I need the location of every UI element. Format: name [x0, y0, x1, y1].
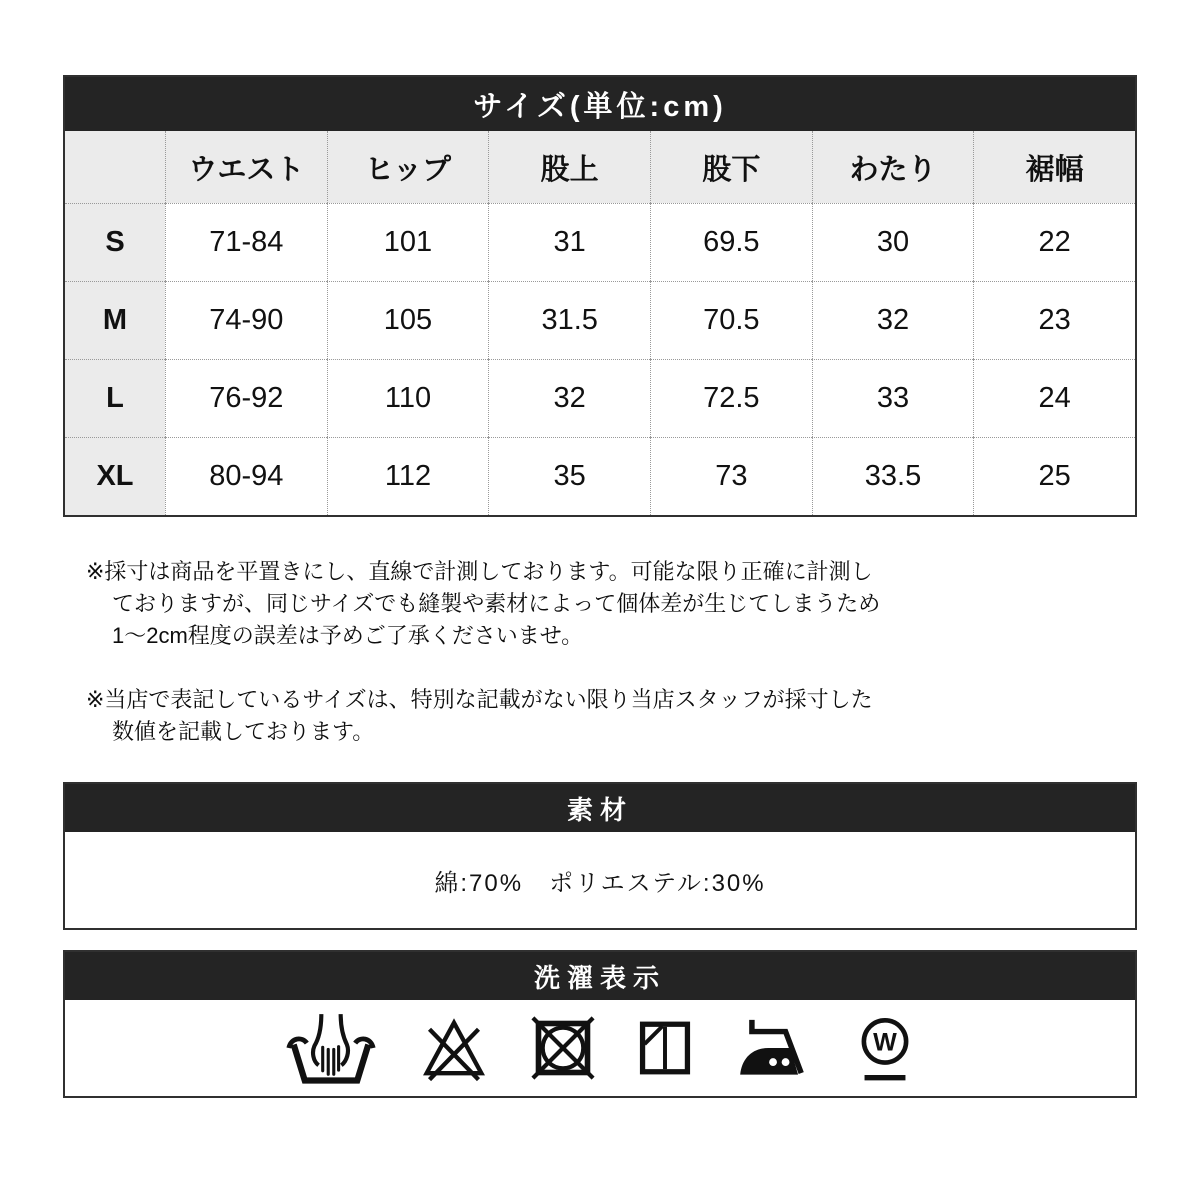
- size-value-cell: 32: [812, 281, 974, 359]
- size-value-cell: 110: [327, 359, 489, 437]
- size-value-cell: 31.5: [488, 281, 650, 359]
- column-header-inseam: 股下: [650, 131, 812, 203]
- size-value-cell: 72.5: [650, 359, 812, 437]
- iron-medium-icon: [732, 1012, 818, 1084]
- size-value-cell: 80-94: [165, 437, 327, 515]
- note-line: 数値を記載しております。: [112, 719, 375, 744]
- note-measurement: [86, 556, 880, 652]
- laundry-title: 洗濯表示: [65, 952, 1135, 1000]
- svg-text:W: W: [873, 1028, 897, 1057]
- size-value-cell: 33: [812, 359, 974, 437]
- size-label: M: [65, 281, 165, 359]
- size-value-cell: 71-84: [165, 203, 327, 281]
- size-value-cell: 25: [973, 437, 1135, 515]
- size-value-cell: 30: [812, 203, 974, 281]
- size-value-cell: 105: [327, 281, 489, 359]
- column-header-thigh: わたり: [812, 131, 974, 203]
- line-dry-shade-icon: [632, 1014, 698, 1082]
- do-not-bleach-icon: [414, 1012, 494, 1084]
- size-value-cell: 73: [650, 437, 812, 515]
- size-table-title: サイズ(単位:cm): [65, 77, 1135, 131]
- column-header-rise: 股上: [488, 131, 650, 203]
- size-value-cell: 31: [488, 203, 650, 281]
- column-header-hip: ヒップ: [327, 131, 489, 203]
- size-value-cell: 22: [973, 203, 1135, 281]
- laundry-section: [63, 950, 1137, 1098]
- size-value-cell: 112: [327, 437, 489, 515]
- size-label: L: [65, 359, 165, 437]
- size-value-cell: 69.5: [650, 203, 812, 281]
- size-label: XL: [65, 437, 165, 515]
- size-value-cell: 32: [488, 359, 650, 437]
- size-table-grid: [65, 131, 1135, 515]
- note-line: 1〜2cm程度の誤差は予めご了承くださいませ。: [112, 623, 584, 648]
- material-section: [63, 782, 1137, 930]
- size-value-cell: 24: [973, 359, 1135, 437]
- size-value-cell: 33.5: [812, 437, 974, 515]
- size-value-cell: 101: [327, 203, 489, 281]
- wet-clean-icon: [852, 1012, 918, 1084]
- material-title: 素材: [65, 784, 1135, 832]
- note-line: ※採寸は商品を平置きにし、直線で計測しております。可能な限り正確に計測し: [86, 559, 873, 584]
- size-table: [63, 75, 1137, 517]
- column-header-hem: 裾幅: [973, 131, 1135, 203]
- size-value-cell: 35: [488, 437, 650, 515]
- size-value-cell: 74-90: [165, 281, 327, 359]
- material-composition: 綿:70% ポリエステル:30%: [434, 869, 766, 897]
- size-label: S: [65, 203, 165, 281]
- column-header-waist: ウエスト: [165, 131, 327, 203]
- column-header-empty: [65, 131, 165, 203]
- note-line: ておりますが、同じサイズでも縫製や素材によって個体差が生じてしまうため: [112, 591, 881, 616]
- do-not-tumble-dry-icon: [528, 1013, 598, 1083]
- hand-wash-icon: [282, 1010, 380, 1086]
- note-line: ※当店で表記しているサイズは、特別な記載がない限り当店スタッフが採寸した: [86, 687, 873, 712]
- laundry-symbols: [65, 1000, 1135, 1096]
- size-value-cell: 23: [973, 281, 1135, 359]
- note-store-sizing: [86, 684, 873, 748]
- size-value-cell: 76-92: [165, 359, 327, 437]
- size-value-cell: 70.5: [650, 281, 812, 359]
